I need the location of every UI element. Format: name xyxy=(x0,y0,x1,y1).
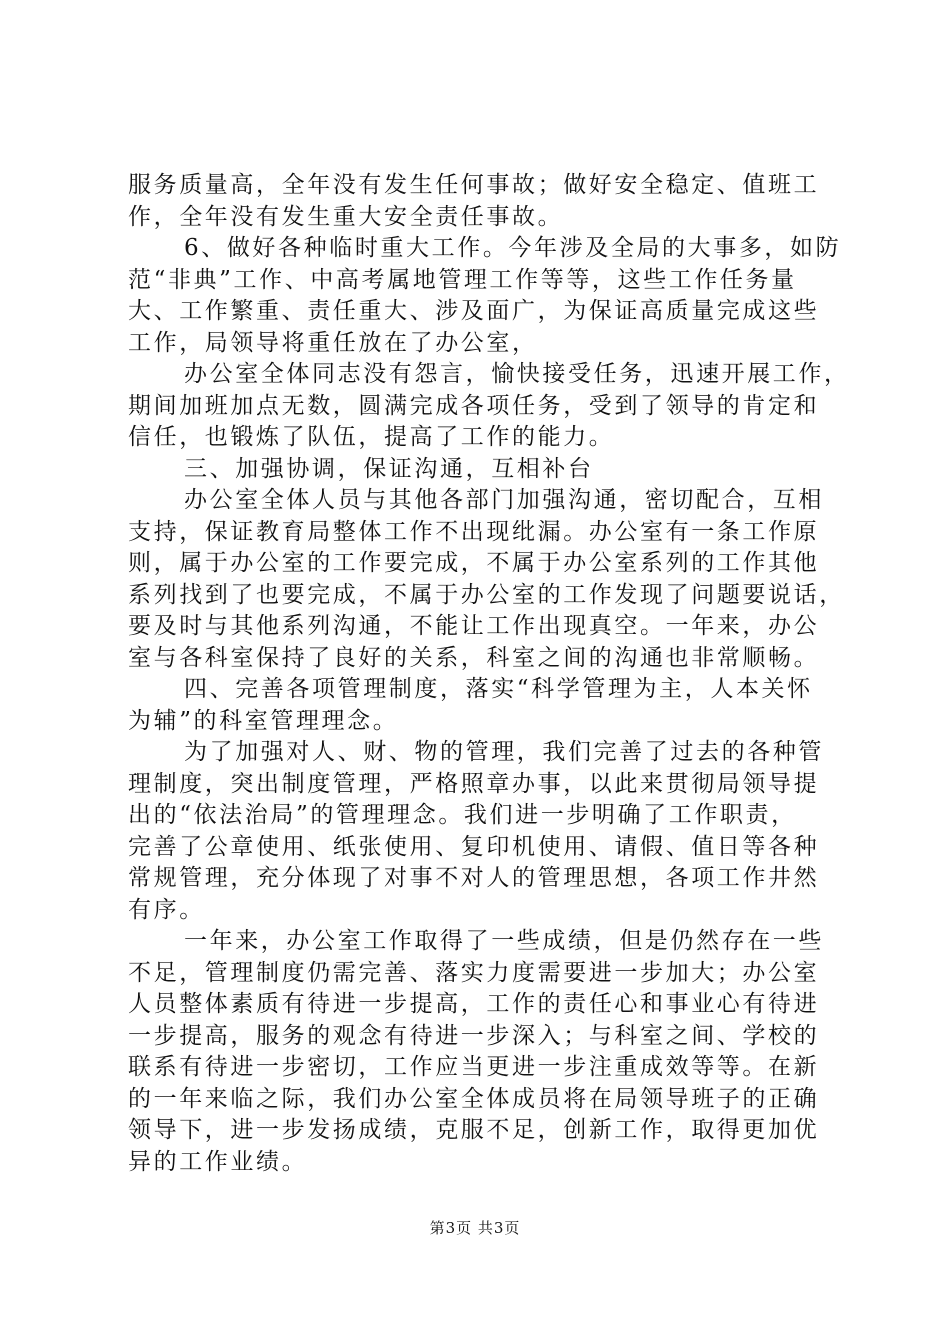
text-line: 一年来，办公室工作取得了一些成绩，但是仍然存在一些 xyxy=(184,928,824,954)
text-line: 人员整体素质有待进一步提高，工作的责任心和事业心有待进 xyxy=(128,991,820,1017)
page-footer: 第3页 共3页 xyxy=(429,1219,521,1237)
text-line: 为辅”的科室管理理念。 xyxy=(128,707,399,734)
text-line: 异的工作业绩。 xyxy=(128,1148,308,1175)
text-line: 的一年来临之际，我们办公室全体成员将在局领导班子的正确 xyxy=(128,1085,820,1112)
text-line: 服务质量高，全年没有发生任何事故；做好安全稳定、值班工 xyxy=(128,172,820,198)
text-line: 办公室全体同志没有怨言，愉快接受任务，迅速开展工作， xyxy=(184,361,850,387)
text-line: 则，属于办公室的工作要完成，不属于办公室系列的工作其他 xyxy=(128,550,820,576)
text-line: 范“非典”工作、中高考属地管理工作等等，这些工作任务量 xyxy=(128,266,797,293)
text-line: 期间加班加点无数，圆满完成各项任务，受到了领导的肯定和 xyxy=(128,392,820,419)
text-line: 办公室全体人员与其他各部门加强沟通，密切配合，互相 xyxy=(184,487,824,513)
text-line: 为了加强对人、财、物的管理，我们完善了过去的各种管 xyxy=(184,739,824,765)
text-line: 领导下，进一步发扬成绩，克服不足，创新工作，取得更加优 xyxy=(128,1117,820,1143)
text-line: 室与各科室保持了良好的关系，科室之间的沟通也非常顺畅。 xyxy=(128,644,820,671)
text-line: 一步提高，服务的观念有待进一步深入；与科室之间、学校的 xyxy=(128,1022,820,1049)
document-body xyxy=(128,170,850,1178)
text-line: 出的“依法治局”的管理理念。我们进一步明确了工作职责， xyxy=(128,802,797,828)
text-line: 工作，局领导将重任放在了办公室， xyxy=(128,329,538,356)
text-line: 支持，保证教育局整体工作不出现纰漏。办公室有一条工作原 xyxy=(128,518,820,545)
text-line: 信任，也锻炼了队伍，提高了工作的能力。 xyxy=(128,424,615,450)
text-line: 有序。 xyxy=(128,896,205,923)
text-line: 不足，管理制度仍需完善、落实力度需要进一步加大；办公室 xyxy=(128,959,820,986)
text-line: 常规管理，充分体现了对事不对人的管理思想，各项工作井然 xyxy=(128,865,820,891)
text-line: 大、工作繁重、责任重大、涉及面广，为保证高质量完成这些 xyxy=(128,298,820,324)
text-line: 作，全年没有发生重大安全责任事故。 xyxy=(128,203,564,230)
text-line: 理制度，突出制度管理，严格照章办事，以此来贯彻局领导提 xyxy=(128,770,820,797)
text-line: 四、完善各项管理制度，落实“科学管理为主，人本关怀 xyxy=(184,676,813,702)
text-line: 要及时与其他系列沟通，不能让工作出现真空。一年来，办公 xyxy=(128,613,820,639)
text-line: 完善了公章使用、纸张使用、复印机使用、请假、值日等各种 xyxy=(128,833,820,860)
text-line: 三、加强协调，保证沟通，互相补台 xyxy=(184,455,594,482)
text-line: 系列找到了也要完成，不属于办公室的工作发现了问题要说话， xyxy=(128,581,845,608)
text-line: 6、做好各种临时重大工作。今年涉及全局的大事多，如防 xyxy=(184,235,842,261)
text-line: 联系有待进一步密切，工作应当更进一步注重成效等等。在新 xyxy=(128,1054,820,1080)
